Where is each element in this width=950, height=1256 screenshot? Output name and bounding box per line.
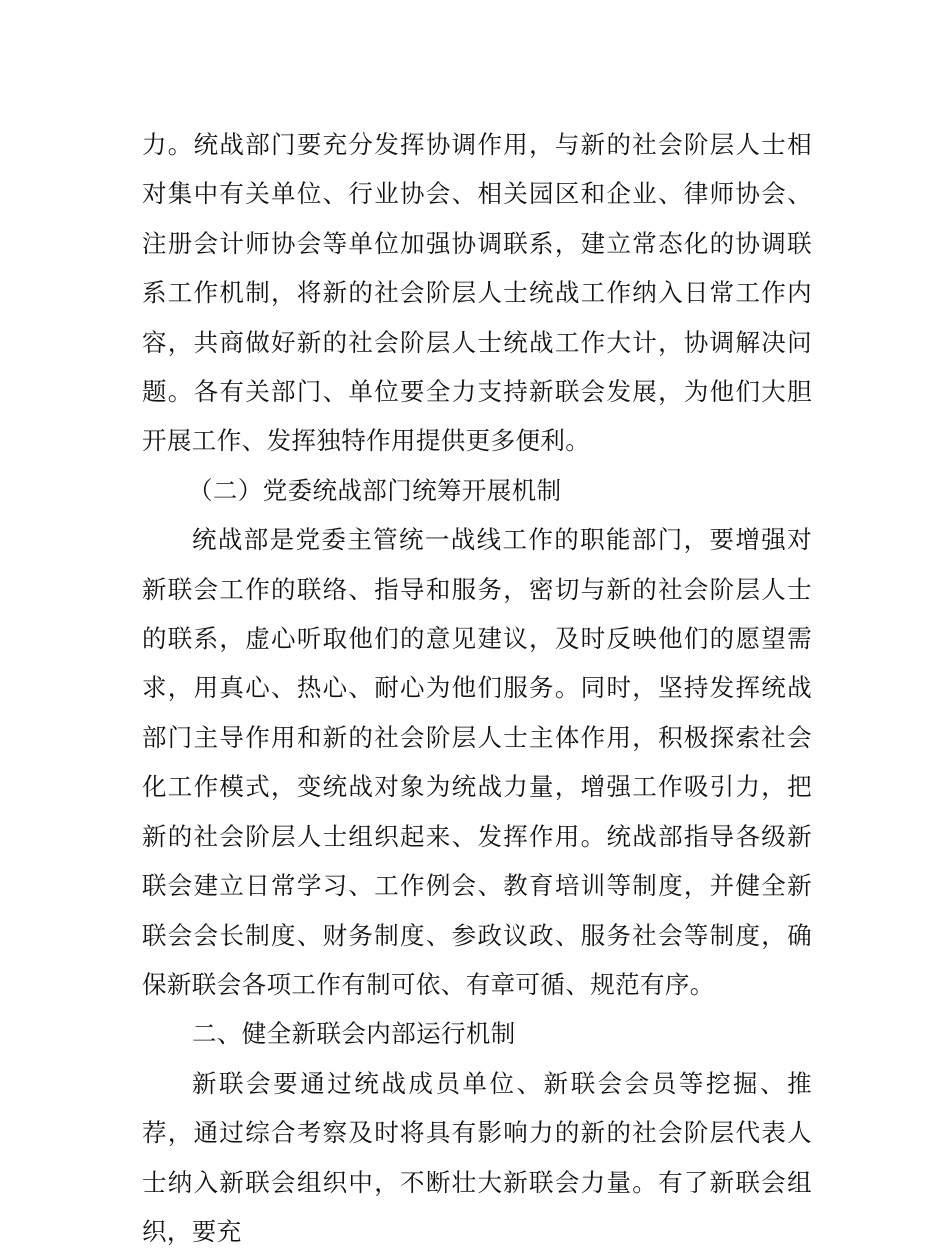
section-heading-2: （二）党委统战部门统筹开展机制 xyxy=(188,475,562,505)
section-heading-ii: 二、健全新联会内部运行机制 xyxy=(192,1019,516,1049)
body-paragraph-3: 新联会要通过统战成员单位、新联会会员等挖掘、推荐，通过综合考察及时将具有影响力的新的社会阶层代表人士纳入新联会组织中，不断壮大新联会力量。有了新联会组织，要充 xyxy=(142,1068,812,1246)
document-page xyxy=(142,120,812,1256)
body-paragraph-2: 统战部是党委主管统一战线工作的职能部门，要增强对新联会工作的联络、指导和服务，密切与新的社会阶层人士的联系，虚心听取他们的意见建议，及时反映他们的愿望需求，用真心、热心、耐心为他们服务。同时，坚持发挥统战部门主导作用和新的社会阶层人士主体作用，积极探索社会化工作模式，变统战对象为统战力量，增强工作吸引力，把新的社会阶层人士组织起来、发挥作用。统战部指导各级新联会建立日常学习、工作例会、教育培训等制度，并健全新联会会长制度、财务制度、参政议政、服务社会等制度，确保新联会各项工作有制可依、有章可循、规范有序。 xyxy=(142,525,812,999)
body-paragraph-1: 力。统战部门要充分发挥协调作用，与新的社会阶层人士相对集中有关单位、行业协会、相关园区和企业、律师协会、注册会计师协会等单位加强协调联系，建立常态化的协调联系工作机制，将新的社会阶层人士统战工作纳入日常工作内容，共商做好新的社会阶层人士统战工作大计，协调解决问题。各有关部门、单位要全力支持新联会发展，为他们大胆开展工作、发挥独特作用提供更多便利。 xyxy=(142,130,812,456)
